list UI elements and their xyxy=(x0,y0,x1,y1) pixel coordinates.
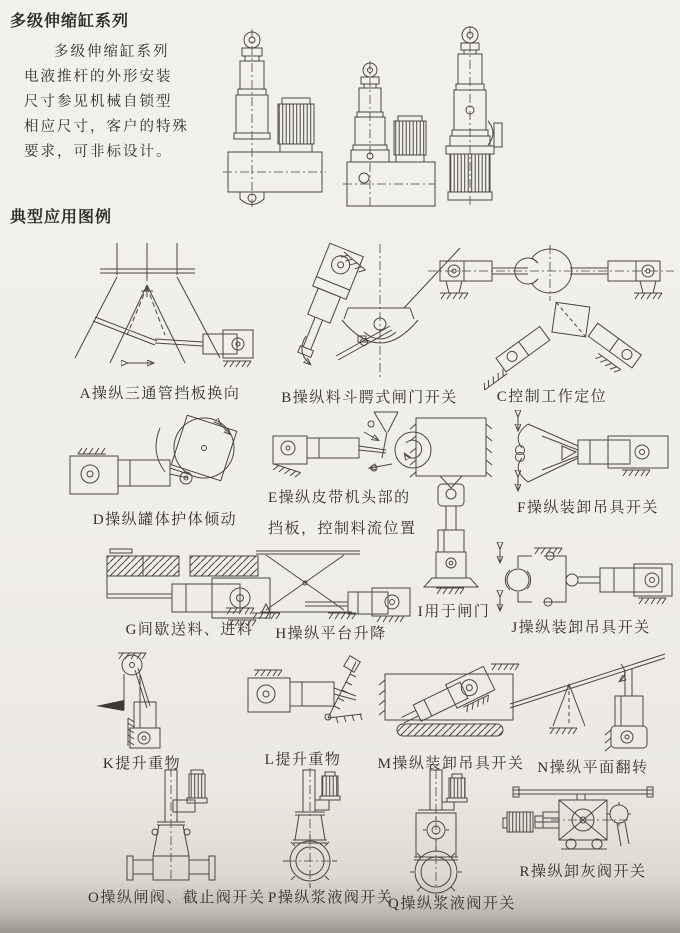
figure-o-caption: O操纵闸阀、截止阀开关 xyxy=(88,890,266,906)
figure-a-drawing xyxy=(55,243,265,378)
figure-j-caption: J操纵装卸吊具开关 xyxy=(511,620,651,636)
intro-paragraph xyxy=(24,40,189,165)
figure-d-caption: D操纵罐体护体倾动 xyxy=(92,512,238,528)
figure-c-drawing xyxy=(428,243,676,381)
figure-p-drawing xyxy=(269,768,379,882)
figure-o-drawing xyxy=(113,768,233,882)
figure-f-caption: F操纵装卸吊具开关 xyxy=(517,500,659,516)
figure-j xyxy=(488,540,674,637)
figure-g-caption: G间歇送料、进料 xyxy=(125,622,254,638)
intro-line: 尺寸参见机械自锁型 xyxy=(24,94,173,110)
figure-n-caption: N操纵平面翻转 xyxy=(537,760,649,776)
figure-o xyxy=(88,768,266,907)
figure-h-drawing xyxy=(248,546,414,618)
figure-q xyxy=(388,770,516,913)
figure-a-caption: A操纵三通管挡板换向 xyxy=(79,386,241,402)
figure-c-caption: C控制工作定位 xyxy=(496,389,608,405)
figure-l-drawing xyxy=(240,656,366,744)
figure-f xyxy=(500,414,676,517)
figure-h xyxy=(248,546,414,643)
figure-a xyxy=(55,243,265,403)
figure-k-caption: K提升重物 xyxy=(102,756,182,772)
figure-d-drawing xyxy=(62,414,268,504)
figure-h-caption: H操纵平台升降 xyxy=(275,626,387,642)
figure-b-caption: B操纵料斗腭式闸门开关 xyxy=(281,390,458,406)
figure-k xyxy=(92,650,192,773)
figure-m-caption: M操纵装卸吊具开关 xyxy=(377,756,525,772)
figure-q-drawing xyxy=(390,770,505,888)
figure-l xyxy=(240,656,366,769)
figure-i-caption: I用于闸门 xyxy=(417,604,491,620)
figure-r-drawing xyxy=(501,776,666,856)
figure-k-drawing xyxy=(92,650,192,748)
figure-e-caption-line2: 挡板，控制料流位置 xyxy=(268,521,417,537)
section-title: 典型应用图例 xyxy=(10,209,113,226)
figure-r xyxy=(500,776,666,881)
figure-e-caption-line1: E操纵皮带机头部的 xyxy=(268,490,411,506)
figure-j-drawing xyxy=(488,540,674,612)
figure-n-drawing xyxy=(505,650,680,752)
page-title: 多级伸缩缸系列 xyxy=(10,13,130,30)
intro-line: 相应尺寸，客户的特殊 xyxy=(24,119,189,135)
telescopic-cylinder-drawing-1 xyxy=(222,28,327,208)
figure-c xyxy=(428,243,676,406)
figure-r-caption: R操纵卸灰阀开关 xyxy=(519,864,647,880)
figure-l-caption: L提升重物 xyxy=(264,752,342,768)
intro-line: 多级伸缩缸系列 xyxy=(54,44,170,60)
telescopic-cylinder-drawing-3 xyxy=(432,25,512,208)
figure-f-drawing xyxy=(500,414,676,492)
telescopic-cylinder-drawing-2 xyxy=(342,60,437,208)
figure-q-caption: Q操纵浆液阀开关 xyxy=(388,896,516,912)
figure-p xyxy=(268,768,394,907)
intro-line: 电液推杆的外形安装 xyxy=(24,69,173,85)
figure-n xyxy=(505,650,680,777)
intro-line: 要求，可非标设计。 xyxy=(24,144,173,160)
figure-d xyxy=(62,414,268,529)
figure-p-caption: P操纵浆液阀开关 xyxy=(268,890,394,906)
